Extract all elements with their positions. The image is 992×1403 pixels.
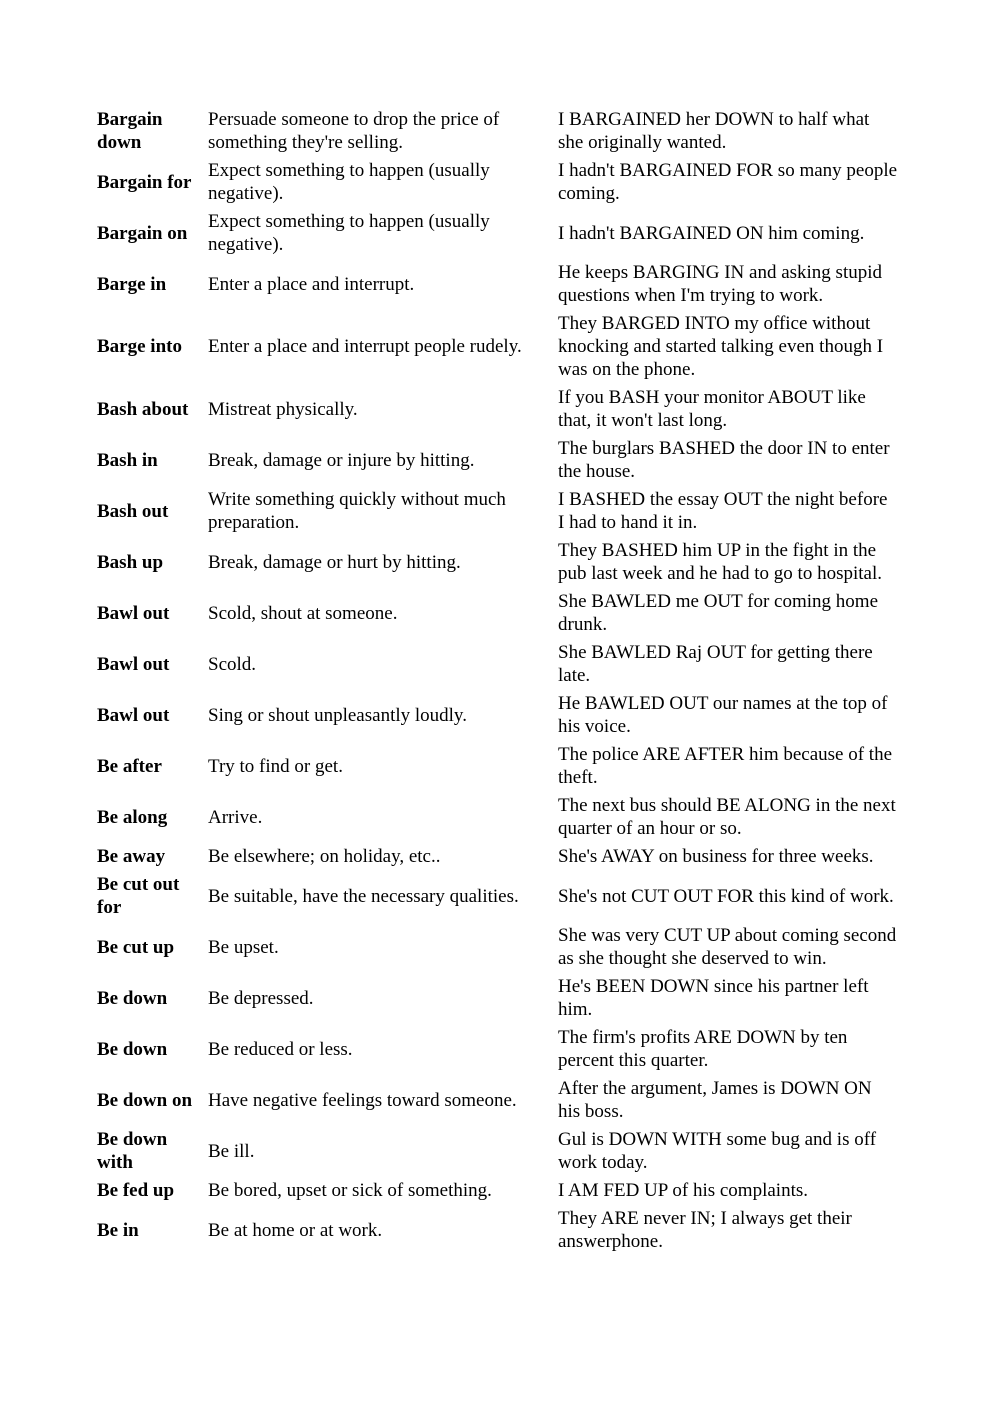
table-row [95,157,900,208]
example-sentence: I BASHED the essay OUT the night before I had to hand it in. [558,489,888,533]
definition: Expect something to happen (usually negative). [208,211,490,255]
phrasal-verb: Be after [97,755,162,777]
example-sentence: The next bus should BE ALONG in the next quarter of an hour or so. [558,795,896,839]
phrasal-verb: Bash up [97,551,164,573]
phrasal-verb: Bawl out [97,602,170,624]
example-sentence: She's not CUT OUT FOR this kind of work. [558,885,894,907]
table-row [95,639,900,690]
table-row [95,1177,900,1205]
phrasal-verb: Bargain for [97,171,192,193]
example-sentence: After the argument, James is DOWN ON his boss. [558,1078,872,1122]
definition: Write something quickly without much preparation. [208,489,506,533]
table-row [95,588,900,639]
table-row [95,922,900,973]
example-sentence: The firm's profits ARE DOWN by ten percent this quarter. [558,1027,848,1071]
phrasal-verb: Be fed up [97,1180,175,1201]
phrasal-verb: Be down [97,987,168,1009]
definition: Enter a place and interrupt. [208,273,415,295]
table-row [95,1126,900,1177]
definition: Persuade someone to drop the price of something they're selling. [208,109,500,153]
phrasal-verbs-table [95,106,900,1256]
definition: Try to find or get. [208,755,343,777]
definition: Be upset. [208,936,279,958]
phrasal-verb: Bargain on [97,222,188,244]
table-row [95,259,900,310]
table-body [95,106,900,1256]
table-row [95,208,900,259]
example-sentence: If you BASH your monitor ABOUT like that, it won't last long. [558,387,866,431]
definition: Break, damage or hurt by hitting. [208,551,461,573]
phrasal-verb: Be away [97,846,166,867]
definition: Have negative feelings toward someone. [208,1089,517,1111]
definition: Enter a place and interrupt people rudely. [208,336,522,357]
example-sentence: The burglars BASHED the door IN to enter the house. [558,438,890,482]
definition: Be bored, upset or sick of something. [208,1180,492,1201]
example-sentence: They BASHED him UP in the fight in the pub last week and he had to go to hospital. [558,540,882,584]
table-row [95,973,900,1024]
example-sentence: They ARE never IN; I always get their answerphone. [558,1208,852,1252]
example-sentence: She was very CUT UP about coming second as she thought she deserved to win. [558,925,897,969]
table-row [95,106,900,157]
example-sentence: I hadn't BARGAINED ON him coming. [558,222,865,244]
phrasal-verb: Bawl out [97,704,170,726]
phrasal-verb: Be along [97,806,168,828]
table-row [95,741,900,792]
definition: Be depressed. [208,987,314,1009]
table-row [95,871,900,922]
definition: Be suitable, have the necessary qualities. [208,885,519,907]
phrasal-verb: Be down on [97,1089,193,1111]
table-row [95,435,900,486]
phrasal-verb: Barge in [97,273,167,295]
phrasal-verb: Bash about [97,398,189,420]
example-sentence: He keeps BARGING IN and asking stupid questions when I'm trying to work. [558,262,883,306]
table-row [95,690,900,741]
table-row [95,1024,900,1075]
definition: Be elsewhere; on holiday, etc.. [208,846,441,867]
definition: Be ill. [208,1140,255,1162]
table-row [95,310,900,384]
example-sentence: She BAWLED me OUT for coming home drunk. [558,591,879,635]
example-sentence: She's AWAY on business for three weeks. [558,846,874,867]
definition: Be at home or at work. [208,1219,383,1241]
table-row [95,843,900,871]
table-row [95,486,900,537]
phrasal-verb: Bawl out [97,653,170,675]
phrasal-verb: Be down with [97,1129,168,1173]
phrasal-verb: Be in [97,1219,139,1241]
phrasal-verb: Be cut up [97,936,175,958]
example-sentence: I BARGAINED her DOWN to half what she originally wanted. [558,109,870,153]
table-row [95,384,900,435]
table-row [95,792,900,843]
table-row [95,1075,900,1126]
definition: Scold, shout at someone. [208,602,398,624]
phrasal-verb: Bash out [97,500,169,522]
definition: Break, damage or injure by hitting. [208,449,475,471]
definition: Scold. [208,653,257,675]
phrasal-verb: Bash in [97,449,158,471]
definition: Arrive. [208,806,263,828]
phrasal-verb: Be cut out for [97,874,180,918]
example-sentence: They BARGED INTO my office without knocking and started talking even though I was on the phone. [558,313,884,380]
phrasal-verb: Barge into [97,336,182,357]
definition: Expect something to happen (usually negative). [208,160,490,204]
example-sentence: The police ARE AFTER him because of the theft. [558,744,893,788]
phrasal-verb: Be down [97,1038,168,1060]
example-sentence: Gul is DOWN WITH some bug and is off work today. [558,1129,877,1173]
phrasal-verb: Bargain down [97,109,163,153]
table-row [95,537,900,588]
definition: Be reduced or less. [208,1038,353,1060]
example-sentence: I hadn't BARGAINED FOR so many people coming. [558,160,898,204]
example-sentence: She BAWLED Raj OUT for getting there late. [558,642,873,686]
example-sentence: I AM FED UP of his complaints. [558,1180,808,1201]
definition: Sing or shout unpleasantly loudly. [208,704,467,726]
definition: Mistreat physically. [208,398,358,420]
example-sentence: He BAWLED OUT our names at the top of his voice. [558,693,888,737]
table-row [95,1205,900,1256]
example-sentence: He's BEEN DOWN since his partner left him. [558,976,869,1020]
